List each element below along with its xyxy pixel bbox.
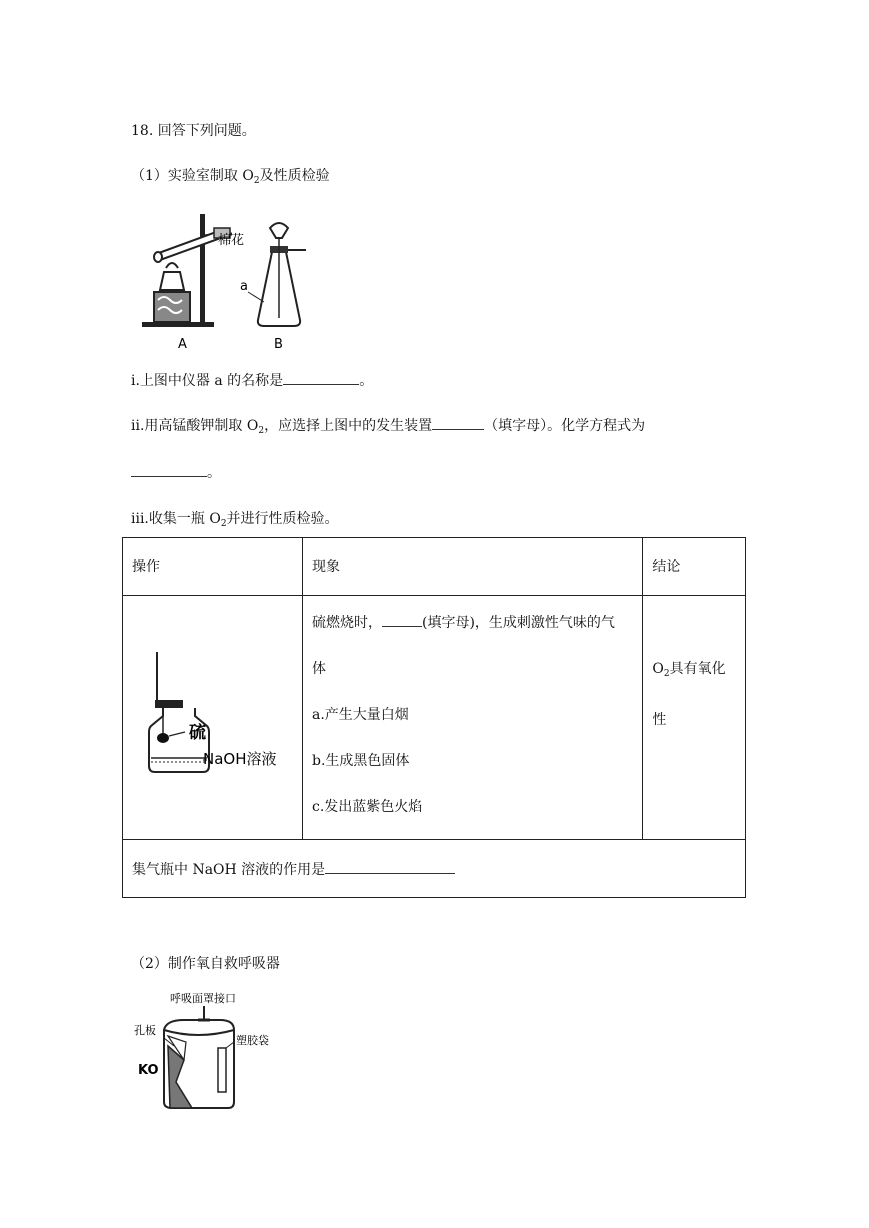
label-B: B <box>274 337 283 352</box>
header-cell-operation: 操作 <box>123 538 303 596</box>
header-cell-conclusion: 结论 <box>643 538 746 596</box>
phenomenon-cell <box>303 596 643 840</box>
label-a: a <box>240 279 248 294</box>
naoh-purpose-cell <box>123 840 746 898</box>
question-iii-prefix: iii.收集一瓶 O <box>131 511 221 527</box>
question-iii <box>131 508 339 529</box>
respirator-label-top: 呼吸面罩接口 <box>170 992 236 1005</box>
experiment-table <box>122 537 746 898</box>
question-ii-subscript: 2 <box>258 426 265 436</box>
respirator-figure <box>134 990 284 1115</box>
part1-prefix: （1）实验室制取 O <box>131 168 254 184</box>
gas-bottle-figure <box>123 596 302 835</box>
apparatus-figure <box>136 210 306 355</box>
question-ii-suffix: （填字母）。化学方程式为 <box>484 418 646 434</box>
question-i-end: 。 <box>359 373 374 389</box>
answer-blank-device[interactable] <box>432 416 484 430</box>
question-ii-middle: ，应选择上图中的发生装置 <box>264 418 433 434</box>
part2-title: （2）制作氧自救呼吸器 <box>131 956 280 972</box>
answer-blank-phenomenon[interactable] <box>382 613 422 627</box>
part1-subscript: 2 <box>253 176 260 186</box>
question-ii-prefix: ii.用高锰酸钾制取 O <box>131 418 259 434</box>
option-b: b.生成黑色固体 <box>312 753 410 769</box>
respirator-label-right: 塑胶袋 <box>236 1034 269 1047</box>
respirator-label-ko: KO <box>138 1063 159 1078</box>
answer-blank-equation[interactable] <box>131 463 207 477</box>
option-c: c.发出蓝紫色火焰 <box>312 799 423 815</box>
part1-title <box>131 165 330 186</box>
label-A: A <box>178 337 187 352</box>
table-footer-row <box>123 840 746 898</box>
answer-blank-naoh-purpose[interactable] <box>325 860 455 874</box>
question-iii-subscript: 2 <box>220 519 227 529</box>
operation-cell <box>123 596 303 840</box>
conclusion-cell <box>643 596 746 840</box>
question-heading: 18. 回答下列问题。 <box>131 123 256 139</box>
respirator-label-left-top: 孔板 <box>134 1024 156 1037</box>
label-naoh: NaOH溶液 <box>203 750 277 768</box>
question-iii-suffix: 并进行性质检验。 <box>226 511 339 527</box>
phenomenon-line1: 硫燃烧时， (填字母)，生成刺激性气味的气 <box>312 615 615 631</box>
question-i-text: i.上图中仪器 a 的名称是 <box>131 373 284 389</box>
conclusion-line1: $O_2$具有氧化 <box>652 661 726 679</box>
table-header-row <box>123 538 746 596</box>
question-i <box>131 370 373 390</box>
part1-suffix: 及性质检验 <box>259 168 330 184</box>
label-sulfur: 硫 <box>189 723 206 743</box>
label-cotton: 棉花 <box>218 233 245 248</box>
naoh-purpose-text: 集气瓶中 NaOH 溶液的作用是 <box>132 862 326 878</box>
header-cell-phenomenon: 现象 <box>303 538 643 596</box>
conclusion-line2: 性 <box>652 712 667 728</box>
table-row <box>123 596 746 840</box>
question-ii-end: 。 <box>207 465 221 481</box>
question-ii <box>131 415 645 436</box>
phenomenon-line2: 体 <box>312 661 326 677</box>
answer-blank-instrument[interactable] <box>283 371 359 385</box>
option-a: a.产生大量白烟 <box>312 707 409 723</box>
question-ii-line2 <box>131 462 221 482</box>
